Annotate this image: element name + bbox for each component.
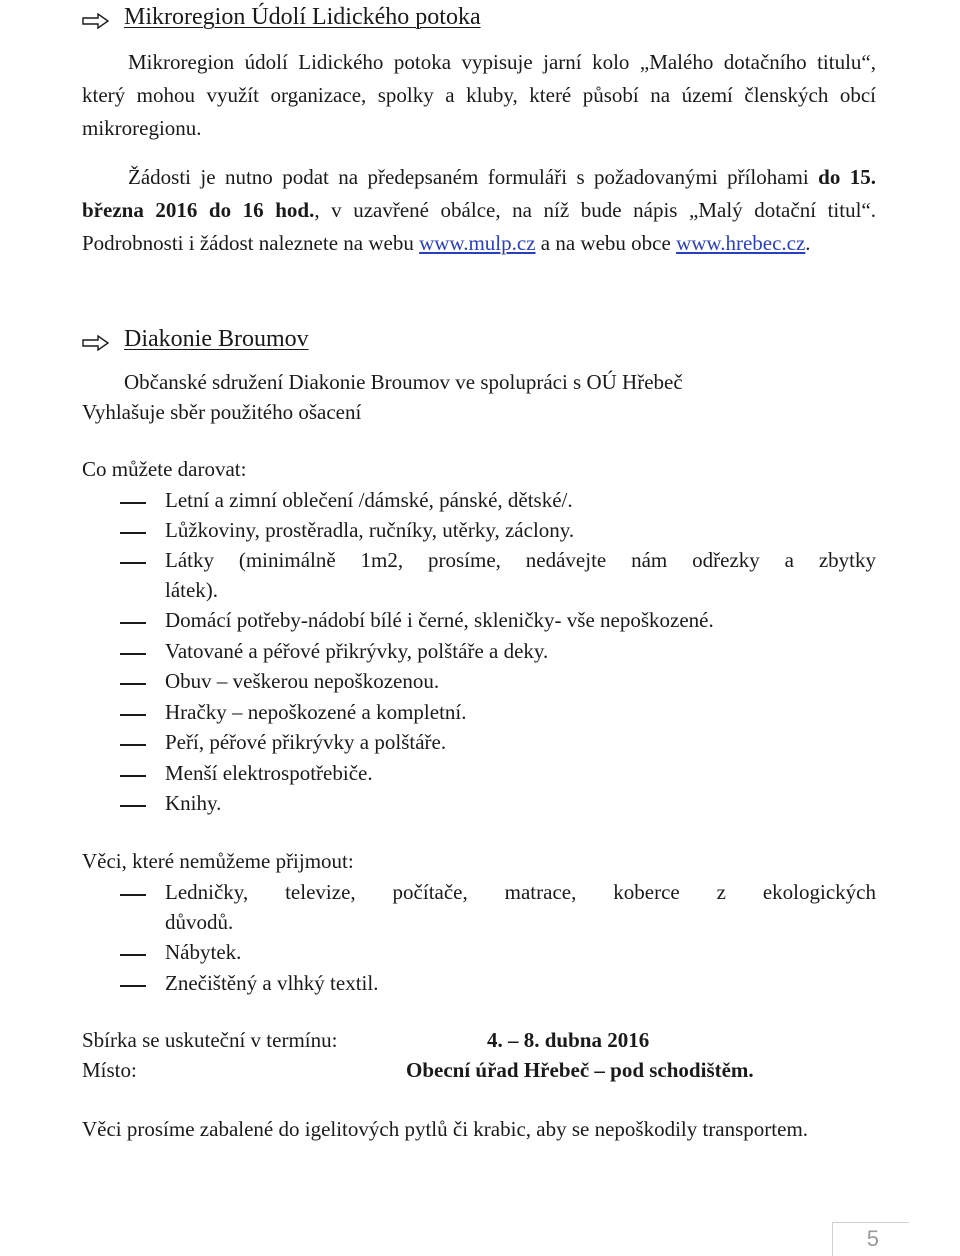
list-item: Knihy. (165, 791, 222, 815)
paragraph-text: Žádosti je nutno podat na předepsaném formuláři s požadovanými přílohami (128, 165, 819, 189)
list-item: Nábytek. (165, 940, 242, 964)
list-item: Znečištěný a vlhký textil. (165, 971, 379, 995)
deadline-text: do 15. března 2016 do 16 hod. (82, 165, 877, 222)
dash-bullet (120, 653, 146, 655)
date-value: 4. – 8. dubna 2016 (487, 1028, 650, 1052)
place-value: Obecní úřad Hřebeč – pod schodištěm. (406, 1058, 754, 1082)
dash-bullet (120, 502, 146, 504)
reject-label: Věci, které nemůžeme přijmout: (82, 849, 354, 873)
intro-line: Občanské sdružení Diakonie Broumov ve spolupráci s OÚ Hřebeč (124, 370, 683, 394)
paragraph-text: , v uzavřené obálce, na níž bude nápis „Malý dotační titul“. Podrobnosti i žádost naleznete na webu (82, 198, 876, 255)
list-item: Menší elektrospotřebiče. (165, 761, 373, 785)
dash-bullet (120, 985, 146, 987)
list-item: Domácí potřeby-nádobí bílé i černé, skleničky- vše nepoškozené. (165, 608, 714, 632)
list-item: Látky (minimálně 1m2, prosíme, nedávejte nám odřezky a zbytky (165, 548, 876, 572)
dash-bullet (120, 775, 146, 777)
intro-line: Vyhlašuje sběr použitého ošacení (82, 400, 362, 424)
paragraph-application (82, 161, 876, 260)
donate-label: Co můžete darovat: (82, 457, 247, 481)
dash-bullet (120, 744, 146, 746)
section-title: Diakonie Broumov (124, 326, 309, 352)
list-item: Obuv – veškerou nepoškozenou. (165, 669, 440, 693)
dash-bullet (120, 562, 146, 564)
dash-bullet (120, 683, 146, 685)
link-hrebec[interactable]: www.hrebec.cz (676, 231, 806, 255)
page-number: 5 (866, 1226, 879, 1251)
list-item: Vatované a péřové přikrývky, polštáře a deky. (165, 639, 549, 663)
dash-bullet (120, 894, 146, 896)
paragraph-text: Mikroregion údolí Lidického potoka vypisuje jarní kolo „Malého dotačního titulu“, který mohou využít organizace, spolky a kluby, které působí na území členských obcí mikroregionu. (82, 50, 876, 140)
list-item-continuation: důvodů. (165, 910, 234, 934)
dash-bullet (120, 714, 146, 716)
dash-bullet (120, 622, 146, 624)
dash-bullet (120, 954, 146, 956)
list-item: Peří, péřové přikrývky a polštáře. (165, 730, 447, 754)
link-mulp[interactable]: www.mulp.cz (419, 231, 536, 255)
paragraph-intro (82, 46, 876, 145)
section-title: Mikroregion Údolí Lidického potoka (124, 4, 481, 30)
paragraph-text: . (805, 231, 811, 255)
list-item: Lůžkoviny, prostěradla, ručníky, utěrky, záclony. (165, 518, 575, 542)
paragraph-text: Věci prosíme zabalené do igelitových pytlů či krabic, aby se nepoškodily transportem. (82, 1117, 809, 1141)
paragraph-text: a na webu obce (535, 231, 677, 255)
arrow-right-icon (82, 13, 110, 29)
dash-bullet (120, 805, 146, 807)
list-item: Hračky – nepoškozené a kompletní. (165, 700, 467, 724)
page-number-box (832, 1222, 909, 1256)
list-item: Letní a zimní oblečení /dámské, pánské, dětské/. (165, 488, 573, 512)
date-label: Sbírka se uskuteční v termínu: (82, 1028, 338, 1052)
list-item-continuation: látek). (165, 578, 219, 602)
dash-bullet (120, 532, 146, 534)
paragraph-closing (82, 1114, 876, 1144)
arrow-right-icon (82, 335, 110, 351)
place-label: Místo: (82, 1058, 137, 1082)
list-item: Ledničky, televize, počítače, matrace, koberce z ekologických (165, 880, 876, 904)
